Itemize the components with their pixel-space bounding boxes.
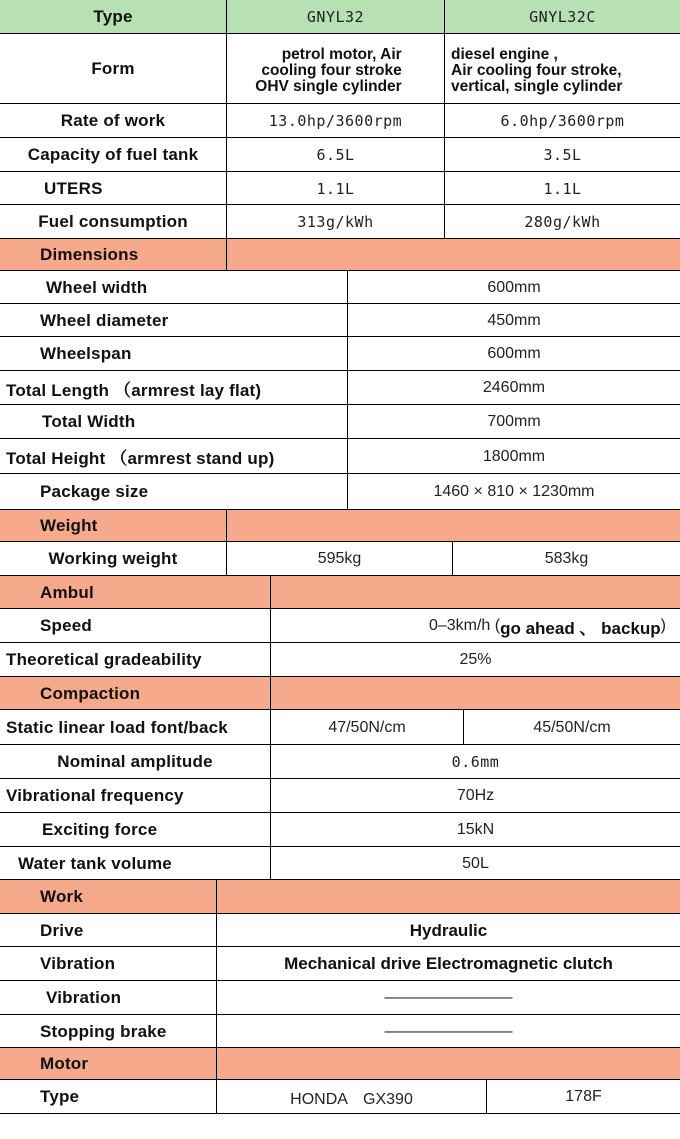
static-load-row	[0, 709, 680, 745]
dimension-value: 700mm	[347, 405, 680, 439]
table-bottom-border	[0, 1113, 680, 1114]
form-a-line-1: petrol motor, Air	[281, 45, 402, 63]
dimension-row	[0, 473, 680, 510]
compaction-label: Exciting force	[42, 820, 158, 839]
speed-directions: go ahead 、 backup	[500, 618, 661, 638]
type-header: Type	[0, 0, 226, 33]
dimensions-section-row	[0, 238, 680, 271]
motor-title-fill	[216, 1048, 680, 1080]
gradeability-label: Theoretical gradeability	[6, 650, 202, 669]
form-a-line-3: OHV single cylinder	[255, 77, 402, 95]
dimension-value: 450mm	[347, 304, 680, 337]
weight-title-fill	[226, 510, 680, 542]
motor-label: Type	[40, 1087, 80, 1106]
speed-label: Speed	[40, 616, 93, 635]
dimension-label: Package size	[40, 482, 149, 501]
motor-section-row	[0, 1047, 680, 1080]
motor-value-a: HONDA GX390	[216, 1080, 486, 1114]
gradeability-value: 25%	[270, 643, 680, 677]
compaction-title-fill	[270, 677, 680, 710]
compaction-section-row	[0, 676, 680, 710]
dimension-label: Wheel diameter	[40, 310, 169, 330]
model-b-header: GNYL32C	[444, 0, 680, 33]
compaction-row	[0, 744, 680, 779]
work-title-fill	[216, 880, 680, 914]
compaction-title: Compaction	[0, 677, 270, 710]
dimension-label: Total Height （armrest stand up)	[6, 449, 275, 468]
compaction-value: 0.6mm	[270, 745, 680, 779]
form-model-a	[226, 34, 444, 104]
general-row	[0, 137, 680, 172]
motor-row	[0, 1079, 680, 1114]
static-load-value-a: 47/50N/cm	[270, 710, 463, 745]
work-label: Vibration	[40, 954, 116, 973]
model-a-header: GNYL32	[226, 0, 444, 33]
speed-value	[270, 609, 680, 643]
spec-value-a: 313g/kWh	[226, 205, 444, 239]
weight-value-a: 595kg	[226, 542, 452, 576]
work-section-row	[0, 879, 680, 914]
dimension-value: 600mm	[347, 271, 680, 304]
dimension-row	[0, 438, 680, 474]
dimension-value: 1800mm	[347, 439, 680, 474]
compaction-row	[0, 812, 680, 847]
compaction-row	[0, 778, 680, 813]
weight-title: Weight	[0, 510, 226, 542]
static-load-value-b: 45/50N/cm	[463, 710, 680, 745]
work-row	[0, 1014, 680, 1048]
spec-value-a: 1.1L	[226, 172, 444, 205]
dimension-value: 2460mm	[347, 371, 680, 405]
compaction-row	[0, 846, 680, 880]
compaction-label: Nominal amplitude	[57, 752, 213, 771]
work-row	[0, 980, 680, 1015]
dimension-label: Wheelspan	[40, 344, 132, 363]
gradeability-row	[0, 642, 680, 677]
speed-close: )	[660, 617, 666, 634]
dimension-label: Wheel width	[46, 277, 148, 297]
general-row	[0, 171, 680, 205]
dimension-row	[0, 404, 680, 439]
static-load-label: Static linear load font/back	[6, 717, 228, 737]
work-label: Drive	[40, 920, 84, 940]
weight-label: Working weight	[48, 549, 178, 568]
weight-value-b: 583kg	[452, 542, 680, 576]
form-b-line-2: Air cooling four stroke,	[451, 61, 622, 79]
ambul-title-fill	[270, 576, 680, 609]
header-row	[0, 0, 680, 33]
speed-row	[0, 608, 680, 643]
spec-value-b: 280g/kWh	[444, 205, 680, 239]
dimension-row	[0, 303, 680, 337]
work-label: Vibration	[46, 988, 122, 1007]
dimension-value: 1460 × 810 × 1230mm	[347, 474, 680, 510]
spec-value-b: 6.0hp/3600rpm	[444, 104, 680, 138]
dimensions-title-fill	[226, 239, 680, 271]
spec-label: UTERS	[44, 178, 103, 198]
dimension-label: Total Length （armrest lay flat)	[6, 380, 262, 400]
work-value: ————————	[216, 1015, 680, 1048]
form-model-b	[444, 34, 680, 104]
compaction-value: 70Hz	[270, 779, 680, 813]
dimensions-title: Dimensions	[0, 239, 226, 271]
compaction-value: 15kN	[270, 813, 680, 847]
compaction-label: Vibrational frequency	[6, 786, 184, 805]
dimension-row	[0, 270, 680, 304]
weight-row	[0, 541, 680, 576]
motor-value-b: 178F	[486, 1080, 680, 1114]
form-b-line-3: vertical, single cylinder	[451, 77, 623, 95]
spec-label: Capacity of fuel tank	[27, 145, 199, 164]
form-a-line-2: cooling four stroke	[261, 61, 402, 79]
dimension-row	[0, 370, 680, 405]
speed-range: 0–3km/h (	[428, 617, 501, 634]
work-row	[0, 913, 680, 947]
work-row	[0, 946, 680, 981]
spec-value-b: 3.5L	[444, 138, 680, 172]
form-b-line-1: diesel engine ,	[451, 45, 558, 63]
general-row	[0, 103, 680, 138]
form-row	[0, 33, 680, 104]
work-value: ————————	[216, 981, 680, 1015]
spec-value-b: 1.1L	[444, 172, 680, 205]
general-row	[0, 204, 680, 239]
dimension-value: 600mm	[347, 337, 680, 371]
weight-section-row	[0, 509, 680, 542]
dimension-label: Total Width	[42, 412, 136, 431]
ambul-section-row	[0, 575, 680, 609]
form-label: Form	[91, 59, 135, 78]
work-value: Hydraulic	[216, 914, 680, 947]
spec-label: Rate of work	[60, 111, 166, 130]
motor-title: Motor	[0, 1048, 216, 1080]
compaction-label: Water tank volume	[18, 853, 172, 873]
spec-value-a: 13.0hp/3600rpm	[226, 104, 444, 138]
dimension-row	[0, 336, 680, 371]
spec-value-a: 6.5L	[226, 138, 444, 172]
work-label: Stopping brake	[40, 1021, 167, 1041]
work-value: Mechanical drive Electromagnetic clutch	[216, 947, 680, 981]
compaction-value: 50L	[270, 847, 680, 880]
spec-label: Fuel consumption	[38, 212, 188, 231]
work-title: Work	[0, 880, 216, 914]
ambul-title: Ambul	[0, 576, 270, 609]
